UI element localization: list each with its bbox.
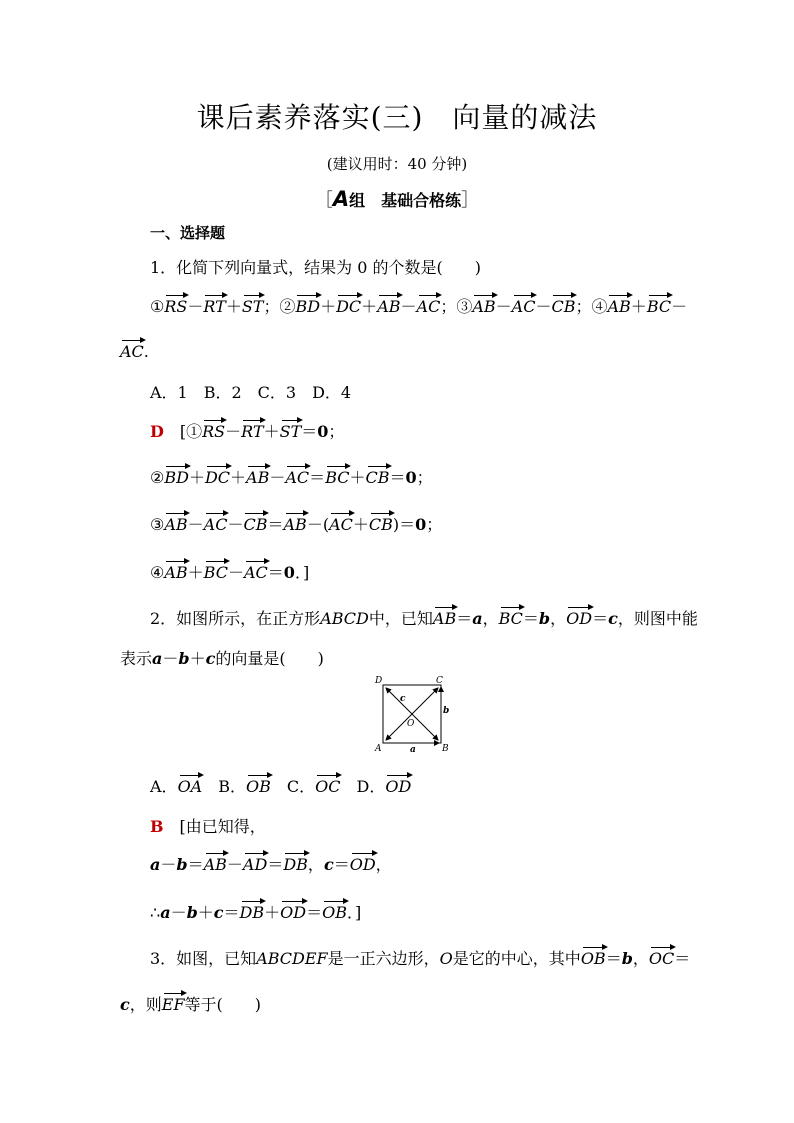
section-heading: 一、选择题: [150, 224, 226, 242]
label-o: O: [407, 719, 415, 729]
label-c: C: [436, 676, 443, 686]
q2-answer-line2: a－b＝AB－AD＝DB，c＝OD，: [150, 855, 392, 874]
q2-answer-line3: ∴a－b＋c＝DB＋OD＝OB．]: [150, 903, 362, 922]
q3-stem-line2: c，则EF等于( ): [120, 995, 262, 1014]
group-heading: [0, 186, 794, 212]
q2-stem-start: 2．如图所示，在正方形: [150, 609, 321, 628]
square-diagram: [373, 673, 453, 755]
label-d: D: [375, 676, 383, 686]
q2-answer-line1: [150, 814, 266, 837]
q2-explain-start: [由已知得，: [179, 817, 266, 836]
label-c-vector: c: [400, 694, 406, 704]
time-note: (建议用时：40 分钟): [326, 155, 468, 173]
q3-line2-end: 等于( ): [184, 995, 262, 1014]
q1-stem: 1．化简下列向量式，结果为 0 的个数是( ): [150, 258, 482, 277]
q1-answer-line3: ③AB－AC－CB＝AB－(AC＋CB)＝0；: [150, 515, 443, 534]
q2-stem-line2: 表示a－b＋c的向量是( ): [120, 649, 324, 668]
q2-stem: 2．如图所示，在正方形ABCD中，已知AB＝a，BC＝b，OD＝c，则图中能: [150, 609, 698, 628]
q2-square: ABCD: [320, 609, 369, 628]
label-b-vector: b: [443, 706, 450, 716]
q2-line2-start: 表示: [120, 649, 153, 668]
vector-oc: [412, 688, 438, 714]
q3-stem-mid: 是一正六边形，: [327, 949, 440, 968]
q1-options: A．1 B．2 C．3 D．4: [150, 383, 352, 402]
q1-answer-line1: D [①RS－RT＋ST＝0；: [150, 422, 345, 441]
q3-hexagon: ABCDEF: [256, 949, 328, 968]
vector-ob: [412, 714, 438, 740]
label-a: A: [375, 744, 382, 754]
q1-expressions-cont: AC.: [120, 342, 149, 361]
group-letter: A: [332, 187, 350, 211]
group-label: 组 基础合格练: [349, 191, 462, 210]
q2-stem-tail: ，则图中能: [617, 609, 698, 628]
q1-expressions: ①RS－RT＋ST；②BD＋DC＋AB－AC；③AB－AC－CB；④AB＋BC－: [150, 297, 688, 316]
q3-center: O: [439, 949, 453, 968]
q2-answer-letter: B: [150, 817, 164, 836]
q2-line2-end: 的向量是( ): [215, 649, 324, 668]
label-a-vector: a: [410, 745, 416, 755]
bracket-open: ［: [314, 190, 333, 211]
label-b: B: [442, 744, 449, 754]
page-title: 课后素养落实(三) 向量的减法: [196, 101, 598, 134]
q3-stem-start: 3．如图，已知: [150, 949, 257, 968]
bracket-close: ］: [461, 190, 480, 211]
q1-answer-line4: ④AB＋BC－AC＝0．]: [150, 563, 310, 582]
q1-answer-line2: ②BD＋DC＋AB－AC＝BC＋CB＝0；: [150, 468, 433, 487]
q2-options: A．OA B．OB C．OC D．OD: [150, 777, 412, 796]
q3-stem-mid2: 是它的中心，其中: [452, 949, 581, 968]
q1-answer-letter: D: [150, 422, 164, 441]
q2-stem-known: 中，已知: [368, 609, 433, 628]
vector-od: [386, 688, 412, 714]
q3-stem: 3．如图，已知ABCDEF是一正六边形，O是它的中心，其中OB＝b，OC＝: [150, 949, 691, 968]
